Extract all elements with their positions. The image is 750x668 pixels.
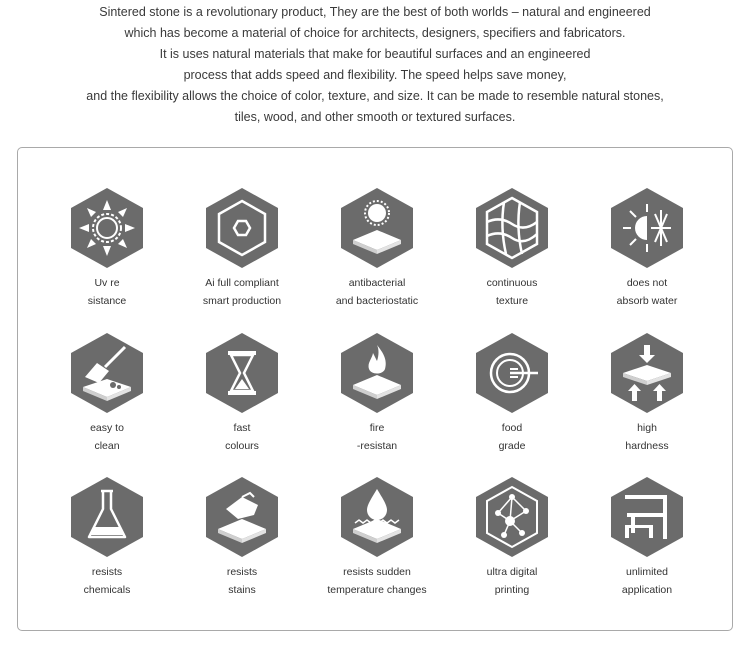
feature-label-1: food: [501, 422, 523, 434]
feature-label-2: chemicals: [83, 584, 131, 596]
feature-continuous-texture: [437, 186, 587, 310]
feature-antibacterial: [302, 186, 452, 310]
drop-slab-icon: [339, 475, 415, 559]
flask-icon: [69, 475, 145, 559]
features-panel: [17, 147, 733, 631]
plate-fork-icon: [474, 331, 550, 415]
digital-network-icon: [474, 475, 550, 559]
feature-label-1: easy to: [90, 422, 124, 434]
feature-label-1: high: [637, 422, 657, 434]
hand-wiping-icon: [204, 475, 280, 559]
feature-ai-production: [167, 186, 317, 310]
intro-line: tiles, wood, and other smooth or textured surfaces.: [234, 110, 516, 124]
feature-unlimited-application: [572, 475, 722, 599]
feature-label-2: sistance: [87, 295, 127, 307]
hourglass-icon: [204, 331, 280, 415]
feature-label-2: texture: [495, 295, 529, 307]
table-icon: [609, 475, 685, 559]
feature-label-1: resists sudden: [343, 566, 411, 578]
feature-label-2: hardness: [625, 440, 669, 452]
pressure-arrows-icon: [609, 331, 685, 415]
bacteria-on-slab-icon: [339, 186, 415, 270]
feature-label-1: fire: [369, 422, 385, 434]
feature-digital-printing: [437, 475, 587, 599]
feature-food-grade: [437, 331, 587, 455]
flame-icon: [339, 331, 415, 415]
continuous-texture-icon: [474, 186, 550, 270]
feature-resists-chemicals: [32, 475, 182, 599]
feature-label-2: printing: [494, 584, 530, 596]
feature-resists-stains: [167, 475, 317, 599]
intro-line: process that adds speed and flexibility. The speed helps save money,: [183, 68, 567, 82]
feature-label-1: antibacterial: [348, 277, 406, 289]
hexagon-outline-icon: [204, 186, 280, 270]
feature-label-1: Uv re: [94, 277, 120, 289]
feature-label-2: grade: [498, 440, 526, 452]
intro-line: It is uses natural materials that make for beautiful surfaces and an engineered: [159, 47, 591, 61]
feature-label-2: temperature changes: [327, 584, 427, 596]
feature-label-2: smart production: [202, 295, 282, 307]
feature-high-hardness: [572, 331, 722, 455]
intro-text: [0, 2, 750, 128]
sun-snowflake-icon: [609, 186, 685, 270]
feature-label-1: Ai full compliant: [205, 277, 279, 289]
feature-water-absorption: [572, 186, 722, 310]
feature-label-1: does not: [626, 277, 668, 289]
feature-label-1: resists: [91, 566, 123, 578]
feature-label-1: continuous: [486, 277, 538, 289]
intro-line: and the flexibility allows the choice of color, texture, and size. It can be made to resemble natural stones,: [86, 89, 664, 103]
intro-line: Sintered stone is a revolutionary product, They are the best of both worlds – natural and engineered: [99, 5, 651, 19]
feature-label-2: colours: [225, 440, 259, 452]
feature-label-2: application: [621, 584, 673, 596]
feature-temperature-changes: [302, 475, 452, 599]
feature-label-1: fast: [233, 422, 251, 434]
feature-fast-colours: [167, 331, 317, 455]
feature-label-2: and bacteriostatic: [335, 295, 419, 307]
feature-label-2: -resistan: [356, 440, 398, 452]
intro-line: which has become a material of choice for architects, designers, specifiers and fabricators.: [124, 26, 626, 40]
brush-cleaning-icon: [69, 331, 145, 415]
feature-label-1: resists: [226, 566, 258, 578]
feature-easy-clean: [32, 331, 182, 455]
feature-label-2: absorb water: [616, 295, 678, 307]
feature-fire-resistant: [302, 331, 452, 455]
feature-label-2: stains: [228, 584, 256, 596]
feature-label-1: ultra digital: [486, 566, 538, 578]
feature-uv-resistance: [32, 186, 182, 310]
feature-label-2: clean: [94, 440, 120, 452]
sun-icon: [69, 186, 145, 270]
feature-label-1: unlimited: [625, 566, 669, 578]
